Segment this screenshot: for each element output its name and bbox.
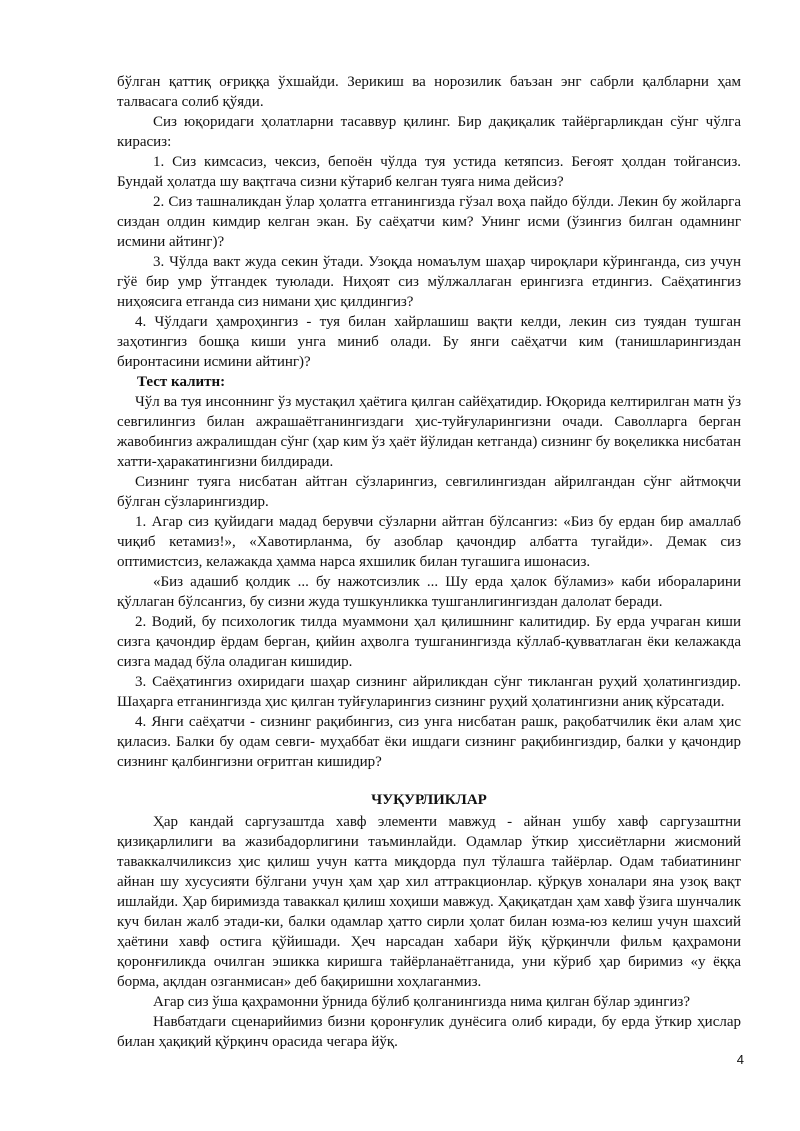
key-paragraph-2: Сизнинг туяга нисбатан айтган сўзларингиз, севгилингиздан айрилгандан сўнг айтмоқчи бўлган сўзларингиздир. — [117, 474, 741, 510]
section-paragraph-2: Агар сиз ўша қаҳрамонни ўрнида бўлиб қолганингизда нима қилган бўлар эдингиз? — [153, 994, 690, 1010]
question-1: 1. Сиз кимсасиз, чексиз, бепоён чўлда туя устида кетяпсиз. Беғоят ҳолдан тойгансиз. Бундай ҳолатда шу вақтгача сизни кўтариб келган туяга нима дейсиз? — [117, 154, 741, 190]
question-3: 3. Чўлда вакт жуда секин ўтади. Узоқда номаълум шаҳар чироқлари кўринганда, сиз учун гўё бир умр ўтгандек туюлади. Ниҳоят сиз мўлжаллаган ерингизга етдингиз. Саёҳатингиз ниҳоясига етганда сиз нимани ҳис қилдингиз? — [117, 254, 741, 310]
question-4: 4. Чўлдаги ҳамроҳингиз - туя билан хайрлашиш вақти келди, лекин сиз туядан тушган заҳотингиз бошқа киши унга миниб олади. Бу янги саёҳатчи ким (танишларингиздан биронтасини исмини айтинг)? — [117, 314, 741, 370]
key-answer-1: 1. Агар сиз қуйидаги мадад берувчи сўзларни айтган бўлсангиз: «Биз бу ердан бир амаллаб чиқиб кетамиз!», «Хавотирланма, бу азоблар қачондир албатта тугайди». Демак сиз оптимистсиз, келажакда ҳамма нарса яхшилик билан тугашига ишонасиз. — [117, 514, 741, 570]
question-2: 2. Сиз ташналикдан ўлар ҳолатга етганингизда гўзал воҳа пайдо бўлди. Лекин бу жойларга сиздан олдин кимдир келган экан. Бу саёҳатчи ким? Унинг исми (ўзингиз билган одамнинг исмини айтинг)? — [117, 194, 741, 250]
paragraph-intro: Сиз юқоридаги ҳолатларни тасаввур қилинг. Бир дақиқалик тайёргарликдан сўнг чўлга кирасиз: — [117, 114, 741, 150]
test-key-heading: Тест калитн: — [137, 374, 226, 390]
page-number: 4 — [736, 1052, 744, 1067]
text-column — [117, 72, 741, 1052]
paragraph-continuation: бўлган қаттиқ оғриққа ўхшайди. Зерикиш ва норозилик баъзан энг сабрли қалбларни ҳам талвасага солиб қўяди. — [117, 74, 741, 110]
key-answer-2: 2. Водий, бу психологик тилда муаммони ҳал қилишнинг калитидир. Бу ерда учраган киши сизга қачондир ёрдам берган, қийин аҳволга тушганингизда кўллаб-қувватлаган ёки келажакда сизга мадад бўла оладиган кишидир. — [117, 614, 741, 670]
key-answer-4: 4. Янги саёҳатчи - сизнинг рақибингиз, сиз унга нисбатан рашк, рақобатчилик ёки алам ҳис қиласиз. Балки бу одам севги- муҳаббат ёки ишдаги сизнинг рақибингиздир, балки у қачондир сизнинг қалбингизни оғритган кишидир? — [117, 714, 741, 770]
section-paragraph-1: Ҳар кандай саргузаштда хавф элементи мавжуд - айнан ушбу хавф саргузаштни қизиқарлилиги ва жазибадорлигини таъминлайди. Одамлар ўткир ҳиссиётларни жисмоний таваккалчиликсиз ҳис қилиш учун катта миқдорда пул тўлашга тайёрлар. Одам табиатининг айнан шу хусусияти бўлгани учун ҳам ҳар хил аттракционлар. қўрқув хоналари яна узоқ вақт ишлайди. Ҳар биримизда таваккал қилиш хоҳиши мавжуд. Ҳақиқатдан ҳам хавф ўзига шунчалик куч билан жалб этади-ки, балки одамлар ҳатто сирли ҳолат билан юзма-юз келиш учун шахсий ҳаётини хавф остига қўйишади. Ҳеч нарсадан хабари йўқ қўрқинчли фильм қаҳрамони қоронғиликда очилган эшикка киришга тайёрланаётганида, уни кўриб ҳар биримиз «у ёққа борма, ақлдан озганмисан» деб бақиришни хоҳлаганмиз. — [117, 814, 741, 990]
key-answer-3: 3. Саёҳатингиз охиридаги шаҳар сизнинг айриликдан сўнг тикланган руҳий ҳолатингиздир. Шаҳарга етганингизда ҳис қилган туйғуларингиз сизнинг руҳий ҳолатингизни аниқ кўрсатади. — [117, 674, 741, 710]
section-paragraph-3: Навбатдаги сценарийимиз бизни қоронғулик дунёсига олиб киради, бу ерда ўткир ҳислар билан ҳақиқий қўрқинч орасида чегара йўқ. — [117, 1014, 741, 1050]
section-title: ЧУҚУРЛИКЛАР — [371, 792, 487, 808]
key-paragraph-1: Чўл ва туя инсоннинг ўз мустақил ҳаётига қилган сайёҳатидир. Юқорида келтирилган матн ўз севгилингиз билан ажрашаётганингиздаги ҳис-туйғуларингизни очади. Саволларга берган жавобингиз ажралишдан сўнг (ҳар ким ўз ҳаёт йўлидан кетганда) сизнинг бу воқеликка нисбатан хатти-ҳаракатингизни билдиради. — [117, 394, 741, 470]
key-answer-1-negative: «Биз адашиб қолдик ... бу нажотсизлик ... Шу ерда ҳалок бўламиз» каби ибораларини қўллаган бўлсангиз, бу сизни жуда тушкунликка тушганлигингиздан далолат беради. — [117, 574, 741, 610]
